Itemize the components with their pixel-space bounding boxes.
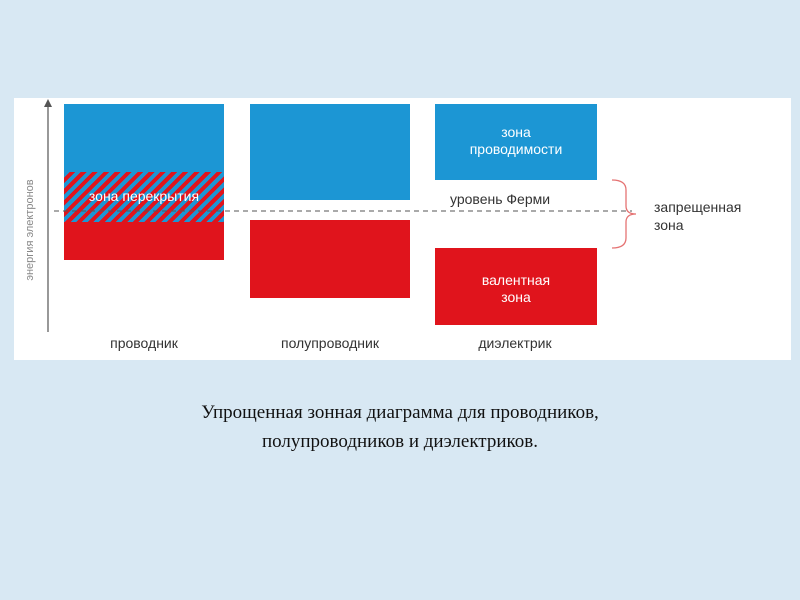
band-gap-label-line1: запрещенная <box>654 199 742 215</box>
conductor-conduction-band <box>64 104 224 172</box>
category-semiconductor: полупроводник <box>281 335 379 351</box>
semiconductor-conduction-band <box>250 104 410 200</box>
fermi-level-label: уровень Ферми <box>450 191 551 207</box>
energy-axis-label: энергия электронов <box>24 179 36 281</box>
caption-line1: Упрощенная зонная диаграмма для проводников, <box>201 402 599 423</box>
valence-label-line2: зона <box>501 289 531 305</box>
conduction-label-line2: проводимости <box>469 141 563 157</box>
semiconductor-valence-band <box>250 220 410 298</box>
conduction-label-line1: зона <box>501 124 531 140</box>
fermi-level-line <box>54 206 634 216</box>
category-conductor: проводник <box>110 335 178 351</box>
overlap-zone-label: зона перекрытия <box>88 188 200 204</box>
band-diagram-panel <box>14 98 791 360</box>
caption-line2: полупроводников и диэлектриков. <box>261 431 538 452</box>
valence-label-line1: валентная <box>481 272 551 288</box>
conductor-valence-band <box>64 222 224 260</box>
valence-band-label <box>435 272 597 306</box>
category-dielectric: диэлектрик <box>478 335 552 351</box>
conduction-band-label <box>435 124 597 158</box>
energy-axis <box>38 98 58 338</box>
band-gap-label <box>654 198 741 234</box>
slide-caption <box>60 398 740 456</box>
energy-axis-arrowhead <box>44 99 52 107</box>
band-gap-bracket <box>612 178 642 252</box>
band-gap-label-line2: зона <box>654 217 684 233</box>
